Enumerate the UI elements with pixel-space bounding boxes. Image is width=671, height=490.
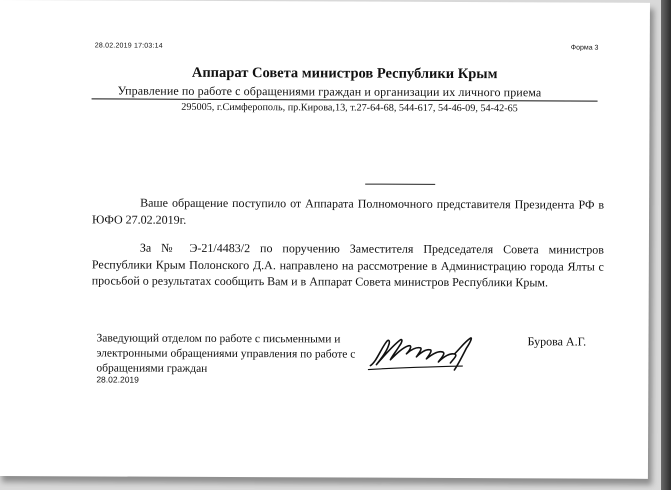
organization-address: 295005, г.Симферополь, пр.Кирова,13, т.27-64-68, 544-617, 54-46-09, 54-42-65 <box>181 101 518 115</box>
form-number: Форма 3 <box>570 44 599 52</box>
body-paragraph-1: Ваше обращение поступило от Аппарата Полномочного представителя Президента РФ в ЮФО 27.02.2019г. <box>92 195 605 227</box>
short-line-mark <box>365 184 435 185</box>
organization-title: Аппарат Совета министров Республики Крым <box>191 64 498 83</box>
print-timestamp: 28.02.2019 17:03:14 <box>94 42 163 50</box>
handwritten-signature-icon <box>366 332 476 374</box>
signature-date: 28.02.2019 <box>96 374 139 385</box>
signer-name: Бурова А.Г. <box>527 334 587 349</box>
body-paragraph-2: За № Э-21/4483/2 по поручению Заместителя Председателя Совета министров Республики Крым Полонского Д.А. направлено на рассмотрение в Администрацию города Ялты с просьбой о результатах сообщить Вам и в Аппарат Совета министров Республики Крым. <box>91 240 604 290</box>
department-name: Управление по работе с обращениями граждан и организации их личного приема <box>117 83 542 100</box>
signer-position: Заведующий отделом по работе с письменными и электронными обращениями управления по работе с обращениями граждан <box>96 332 356 375</box>
